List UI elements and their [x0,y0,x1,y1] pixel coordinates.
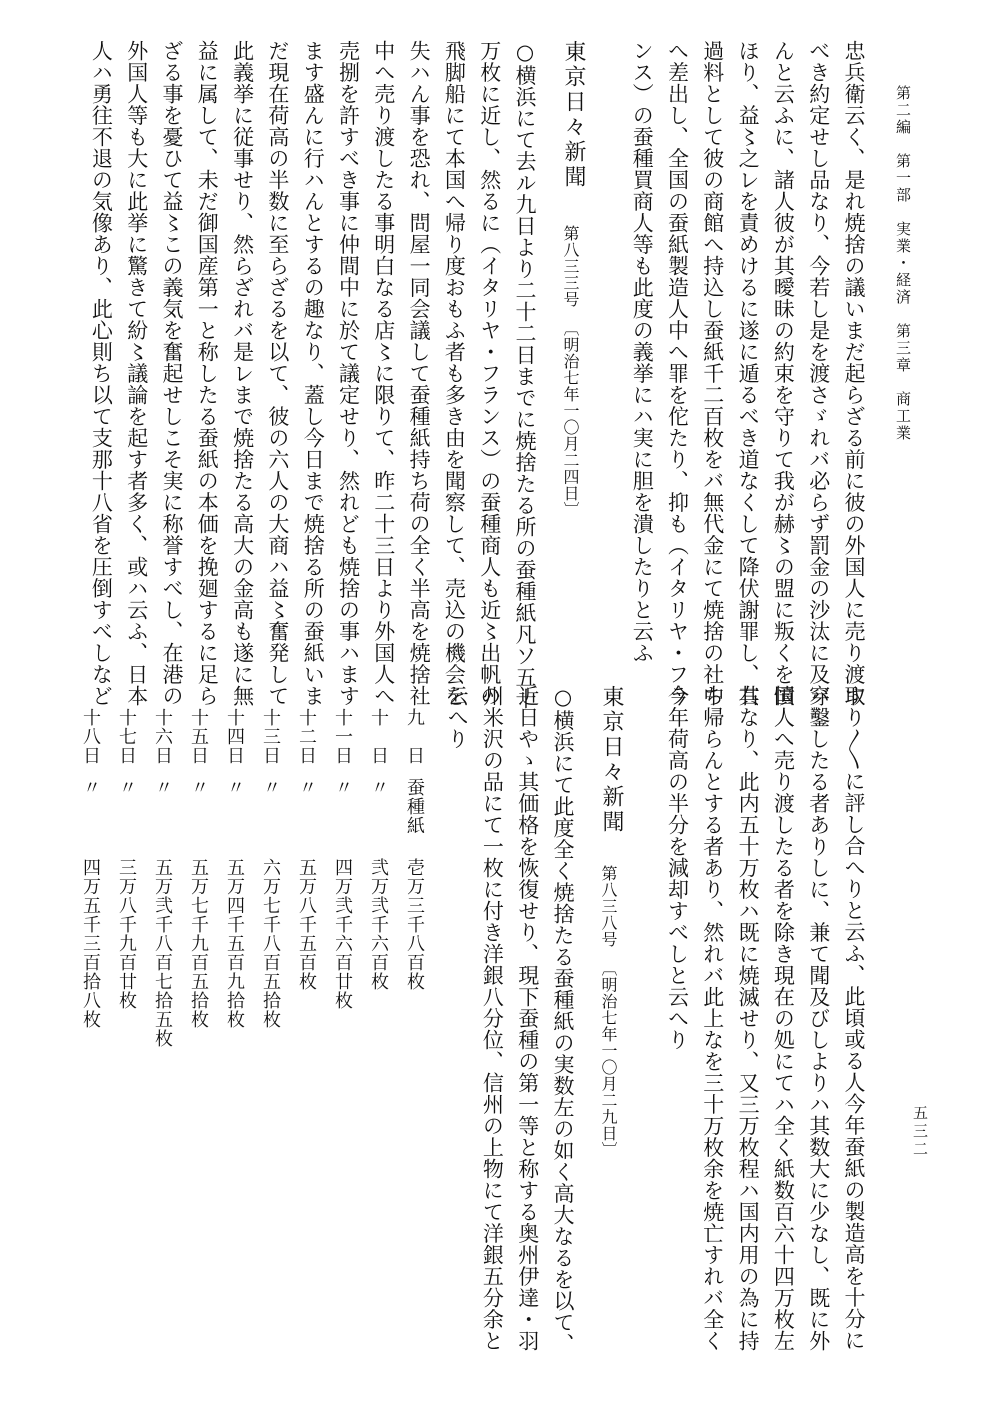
table-day: 十四日 [224,708,245,765]
text-line: 人ハ勇往不退の気像あり、此心則ち以て支那十八省を圧倒すべしなど [89,40,114,707]
text-line: へ差出し、全国の蚕紙製造人中へ罪を佗たり、抑も（イタリヤ・フラ [665,40,690,707]
text-line: んと云ふに、諸人彼が其曖昧の約束を守りて我が赫〻の盟に叛くを憤 [771,40,796,707]
text-line: 過料として彼の商館へ持込し蚕紙千二百枚をバ無代金にて焼捨の社中 [700,40,725,707]
text-line: 州米沢の品にて一枚に付き洋銀八分位、信州の上物にて洋銀五分余と [480,685,505,1352]
table-item: 〃 [296,778,317,797]
text-line: ンス）の蚕種買商人等も此度の義挙にハ実に胆を潰したりと云ふ [630,40,655,664]
text-line: 国人へ売り渡したる者を除き現在の処にてハ全く紙数百六十四万枚左 [771,685,796,1352]
text-line: 近日やゝ其価格を恢復せり、現下蚕種の第一等と称する奥州伊達・羽 [515,685,540,1352]
table-day: 十八日 [80,708,101,765]
article1-title: 東京日々新聞 [561,40,586,190]
table-item: 〃 [116,778,137,797]
table-amount: 四万弐千六百廿枚 [332,858,353,1010]
table-amount: 五万四千五百九拾枚 [224,858,245,1029]
table-amount: 三万八千九百廿枚 [116,858,137,1010]
table-amount: 壱万三千八百枚 [404,858,425,991]
text-line: ○横浜にて去ル九日より二十二日までに焼捨たる所の蚕種紙凡ソ五十 [513,40,537,710]
table-item: 蚕種紙 [404,778,425,835]
table-amount: 五万七千九百五拾枚 [188,858,209,1029]
table-day: 十一日 [332,708,353,765]
table-item: 〃 [80,778,101,797]
text-line: ざる事を憂ひて益〻この義気を奮起せしこそ実に称誉すべし、在港の [160,40,184,707]
table-amount: 弐万弐千六百枚 [368,858,389,991]
text-line: 取り〳〵に評し合へりと云ふ、此頃或る人今年蚕紙の製造高を十分に [842,685,866,1351]
table-amount: 六万七千八百五拾枚 [260,858,281,1029]
table-item: 〃 [188,778,209,797]
table-day: 十 日 [368,708,389,765]
table-day: 十六日 [152,708,173,765]
table-day: 十三日 [260,708,281,765]
text-line: 云へり [445,685,470,750]
table-day: 十七日 [116,708,137,765]
text-line: 右なり、此内五十万枚ハ既に焼滅せり、又三万枚程ハ国内用の為に持 [736,685,761,1352]
text-line: 穿鑿したる者ありしに、兼て聞及びしよりハ其数大に少なし、既に外 [806,685,831,1352]
text-line: 中へ売り渡したる事明白なる店〻に限りて、昨二十三日より外国人へ [371,40,396,707]
text-line: べき約定せし品なり、今若し是を渡さゞれバ必らず罰金の沙汰に及バ [806,40,831,707]
text-line: 忠兵衛云く、是れ焼捨の議いまだ起らざる前に彼の外国人に売り渡す [842,40,866,707]
text-line: 今年荷高の半分を減却すべしと云へり [665,685,690,1051]
text-line: 外国人等も大に此挙に驚きて紛〻議論を起す者多く、或ハ云ふ、日本 [124,40,149,707]
text-line: 失ハん事を恐れ、問屋一同会議して蚕種紙持ち荷の全く半高を焼捨社 [407,40,432,707]
text-line: ○横浜にて此度全く焼捨たる蚕種紙の実数左の如く高大なるを以て、 [551,685,575,1355]
text-line: ほり、益〻之レを責めけるに遂に遁るべき道なくして降伏謝罪し、其 [736,40,761,707]
table-amount: 四万五千三百拾八枚 [80,858,101,1029]
table-item: 〃 [332,778,353,797]
text-line: 万枚に近し、然るに（イタリヤ・フランス）の蚕種商人も近〻出帆の [477,40,502,707]
text-line: 売捌を許すべき事に仲間中に於て議定せり、然れども焼捨の事ハます [336,40,361,707]
text-line: 此義挙に従事せり、然らざれバ是レまで焼捨たる高大の金高も遂に無 [230,40,255,707]
text-line: だ現在荷高の半数に至らざるを以て、彼の六人の大商ハ益〻奮発して [265,40,290,707]
table-amount: 五万八千五百枚 [296,858,317,991]
article2-date: 〔明治七年一〇月二九日〕 [599,960,618,1158]
table-item: 〃 [224,778,245,797]
running-header: 第二編 第一部 実業・経済 第三章 商工業 [894,85,912,442]
article2-title: 東京日々新聞 [599,685,624,835]
table-day: 十二日 [296,708,317,765]
article1-date: 〔明治七年一〇月二四日〕 [561,320,580,518]
table-day: 十五日 [188,708,209,765]
text-line: ます盛んに行ハんとするの趣なり、蓋し今日まで焼捨る所の蚕紙いま [301,40,326,707]
text-line: 益に属して、未だ御国産第一と称したる蚕紙の本価を挽廻するに足ら [195,40,220,707]
article1-issue-number: 第八三三号 [561,225,580,308]
table-item: 〃 [152,778,173,797]
text-line: 飛脚船にて本国へ帰り度おもふ者も多き由を聞察して、売込の機会を [442,40,467,707]
page-number: 五三二 [911,1105,929,1159]
article2-issue-number: 第八三八号 [599,865,618,948]
table-day: 九 日 [404,708,425,765]
text-line: ち帰らんとする者あり、然れバ此上なを三十万枚余を焼亡すれバ全く [700,685,725,1352]
table-item: 〃 [260,778,281,797]
table-amount: 五万弐千八百七拾五枚 [152,858,173,1048]
table-item: 〃 [368,778,389,797]
